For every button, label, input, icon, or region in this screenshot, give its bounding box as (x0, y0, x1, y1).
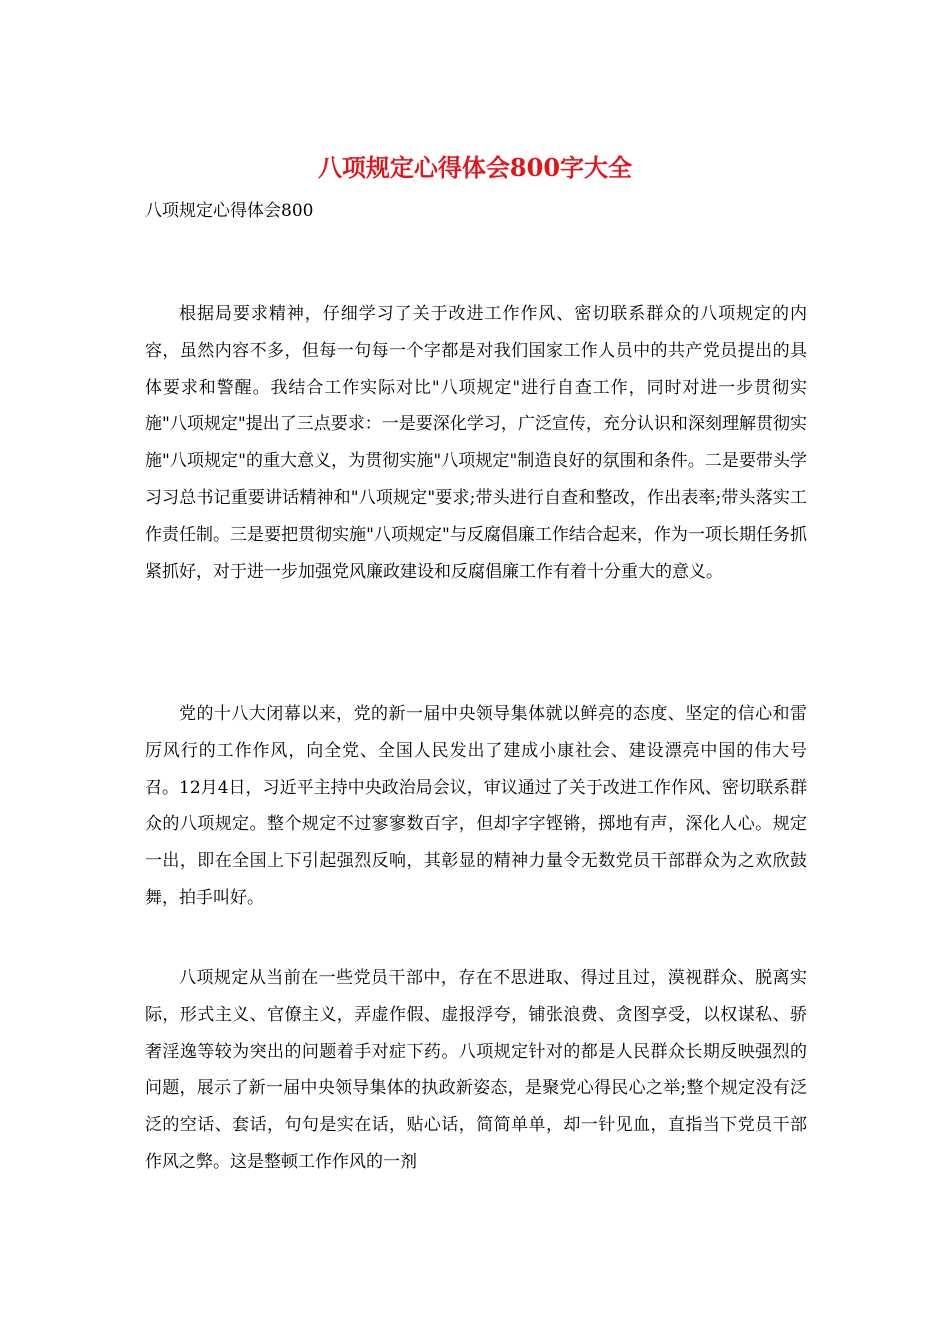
body-paragraph-2: 党的十八大闭幕以来，党的新一届中央领导集体就以鲜亮的态度、坚定的信心和雷厉风行的工作作风，向全党、全国人民发出了建成小康社会、建设漂亮中国的伟大号召。12月4日，习近平主持中央政治局会议，审议通过了关于改进工作作风、密切联系群众的八项规定。整个规定不过寥寥数百字，但却字字铿锵，掷地有声，深化人心。规定一出，即在全国上下引起强烈反响，其彰显的精神力量令无数党员干部群众为之欢欣鼓舞，拍手叫好。 (145, 704, 807, 908)
body-paragraph-1: 根据局要求精神，仔细学习了关于改进工作作风、密切联系群众的八项规定的内容，虽然内容不多，但每一句每一个字都是对我们国家工作人员中的共产党员提出的具体要求和警醒。我结合工作实际对比"八项规定"进行自查工作，同时对进一步贯彻实施"八项规定"提出了三点要求：一是要深化学习，广泛宣传，充分认识和深刻理解贯彻实施"八项规定"的重大意义，为贯彻实施"八项规定"制造良好的氛围和条件。二是要带头学习习总书记重要讲话精神和"八项规定"要求;带头进行自查和整改，作出表率;带头落实工作责任制。三是要把贯彻实施"八项规定"与反腐倡廉工作结合起来，作为一项长期任务抓紧抓好，对于进一步加强党风廉政建设和反腐倡廉工作有着十分重大的意义。 (145, 304, 807, 582)
document-title: 八项规定心得体会800字大全 (317, 153, 633, 182)
document-subtitle: 八项规定心得体会800 (145, 201, 314, 221)
body-paragraph-3: 八项规定从当前在一些党员干部中，存在不思进取、得过且过，漠视群众、脱离实际，形式主义、官僚主义，弄虚作假、虚报浮夸，铺张浪费、贪图享受，以权谋私、骄奢淫逸等较为突出的问题着手对症下药。八项规定针对的都是人民群众长期反映强烈的问题，展示了新一届中央领导集体的执政新姿态，是聚党心得民心之举;整个规定没有泛泛的空话、套话，句句是实在话，贴心话，简简单单，却一针见血，直指当下党员干部作风之弊。这是整顿工作作风的一剂 (145, 968, 807, 1172)
